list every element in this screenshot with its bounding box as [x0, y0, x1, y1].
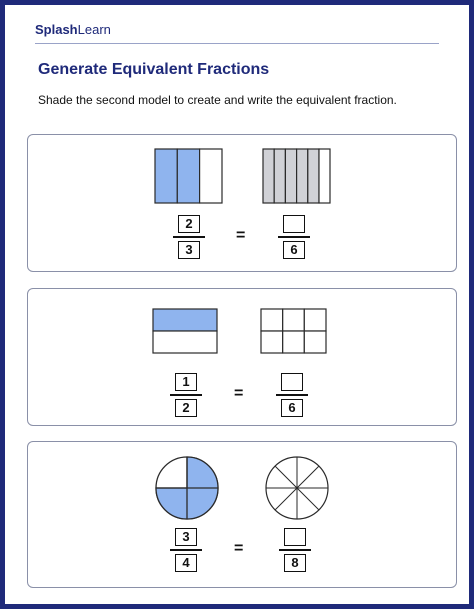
answer-fraction	[274, 373, 310, 417]
instruction-text: Shade the second model to create and write the equivalent fraction.	[38, 93, 397, 107]
fraction-bar	[170, 394, 202, 396]
problem-3-panel	[27, 441, 457, 588]
target-grid-cell-3	[304, 309, 326, 331]
brand-logo-bold: Splash	[35, 22, 78, 37]
given-denominator: 4	[175, 554, 197, 572]
problem-2-panel	[27, 288, 457, 426]
target-grid-cell-2	[283, 309, 305, 331]
answer-fraction	[277, 528, 313, 572]
header-divider	[35, 43, 439, 44]
given-fraction	[168, 528, 204, 572]
fraction-bar	[170, 549, 202, 551]
brand-logo	[35, 22, 111, 37]
given-rect-part-1	[153, 309, 217, 331]
given-fraction	[171, 215, 207, 259]
problem-1-panel	[27, 134, 457, 272]
target-bar-part-2	[274, 149, 285, 203]
given-bar-part-2	[177, 149, 199, 203]
target-bar-part-6	[319, 149, 330, 203]
given-bar-model	[155, 149, 222, 203]
target-grid-cell-1	[261, 309, 283, 331]
answer-denominator: 6	[283, 241, 305, 259]
fraction-bar	[279, 549, 311, 551]
problem-3-models	[28, 442, 456, 587]
equals-sign: =	[234, 540, 244, 557]
target-bar-part-4	[297, 149, 308, 203]
target-grid-cell-6	[304, 331, 326, 353]
answer-denominator: 8	[284, 554, 306, 572]
given-rect-model	[153, 309, 217, 353]
target-circle-model[interactable]	[266, 457, 328, 519]
given-fraction	[168, 373, 204, 417]
given-bar-part-3	[200, 149, 222, 203]
target-grid-cell-4	[261, 331, 283, 353]
given-numerator: 2	[178, 215, 200, 233]
target-bar-part-1	[263, 149, 274, 203]
given-rect-part-2	[153, 331, 217, 353]
worksheet-title: Generate Equivalent Fractions	[38, 61, 270, 78]
answer-fraction	[276, 215, 312, 259]
target-bar-model[interactable]	[263, 149, 330, 203]
target-grid-cell-5	[283, 331, 305, 353]
given-numerator: 1	[175, 373, 197, 391]
target-grid-model[interactable]	[261, 309, 326, 353]
equals-sign: =	[234, 385, 244, 402]
answer-numerator-input[interactable]	[281, 373, 303, 391]
answer-denominator: 6	[281, 399, 303, 417]
given-numerator: 3	[175, 528, 197, 546]
target-bar-part-3	[285, 149, 296, 203]
answer-numerator-input[interactable]	[283, 215, 305, 233]
given-bar-part-1	[155, 149, 177, 203]
brand-logo-light: Learn	[77, 22, 111, 37]
given-circle-model	[156, 457, 218, 519]
fraction-bar	[276, 394, 308, 396]
problem-1-models	[28, 135, 456, 271]
fraction-bar	[173, 236, 205, 238]
fraction-bar	[278, 236, 310, 238]
target-bar-part-5	[308, 149, 319, 203]
equals-sign: =	[236, 227, 246, 244]
problem-2-models	[28, 289, 456, 425]
given-denominator: 3	[178, 241, 200, 259]
given-denominator: 2	[175, 399, 197, 417]
answer-numerator-input[interactable]	[284, 528, 306, 546]
